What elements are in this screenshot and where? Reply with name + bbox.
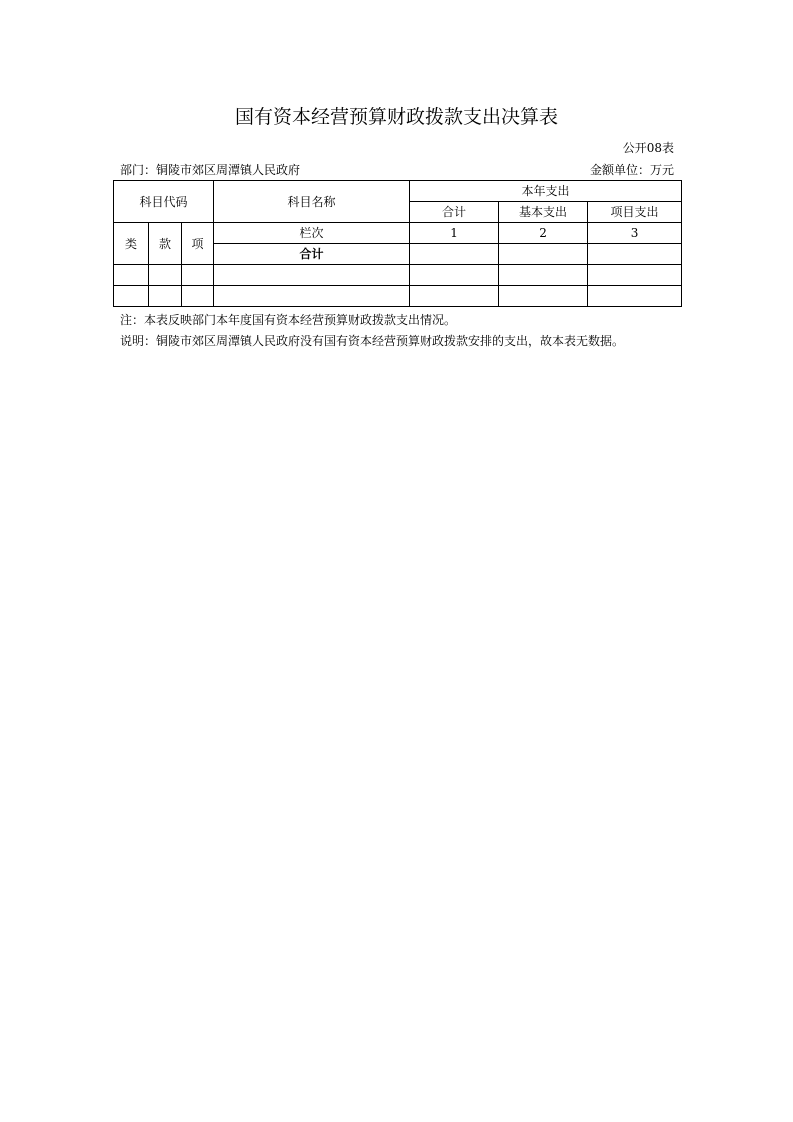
total-row-project xyxy=(588,244,682,265)
table-cell xyxy=(149,286,182,307)
header-item: 项 xyxy=(182,223,214,265)
column-number-label: 栏次 xyxy=(214,223,410,244)
header-section: 款 xyxy=(149,223,182,265)
department-label: 部门：铜陵市郊区周潭镇人民政府 xyxy=(120,163,301,177)
header-class: 类 xyxy=(114,223,149,265)
table-cell xyxy=(410,286,499,307)
header-subject-name: 科目名称 xyxy=(214,181,410,223)
expenditure-table xyxy=(113,180,682,307)
total-row-total xyxy=(410,244,499,265)
table-cell xyxy=(499,286,588,307)
total-row-label: 合计 xyxy=(214,244,410,265)
table-row xyxy=(114,265,682,286)
table-cell xyxy=(410,265,499,286)
form-number: 公开08表 xyxy=(622,141,674,155)
table-cell xyxy=(149,265,182,286)
column-number-3: 3 xyxy=(588,223,682,244)
table-cell xyxy=(182,286,214,307)
total-row-basic xyxy=(499,244,588,265)
table-cell xyxy=(114,286,149,307)
table-cell xyxy=(114,265,149,286)
table-cell xyxy=(499,265,588,286)
table-row xyxy=(114,286,682,307)
column-number-1: 1 xyxy=(410,223,499,244)
table-explanation: 说明：铜陵市郊区周潭镇人民政府没有国有资本经营预算财政拨款安排的支出，故本表无数据。 xyxy=(120,334,625,348)
header-basic-expenditure: 基本支出 xyxy=(499,202,588,223)
amount-unit-label: 金额单位：万元 xyxy=(589,163,674,177)
page-title: 国有资本经营预算财政拨款支出决算表 xyxy=(234,106,558,128)
header-project-expenditure: 项目支出 xyxy=(588,202,682,223)
header-subject-code: 科目代码 xyxy=(114,181,214,223)
table-cell xyxy=(214,265,410,286)
table-note: 注：本表反映部门本年度国有资本经营预算财政拨款支出情况。 xyxy=(120,313,457,327)
header-current-year-expenditure: 本年支出 xyxy=(410,181,682,202)
table-cell xyxy=(588,265,682,286)
column-number-2: 2 xyxy=(499,223,588,244)
header-total: 合计 xyxy=(410,202,499,223)
table-cell xyxy=(588,286,682,307)
table-cell xyxy=(182,265,214,286)
table-cell xyxy=(214,286,410,307)
